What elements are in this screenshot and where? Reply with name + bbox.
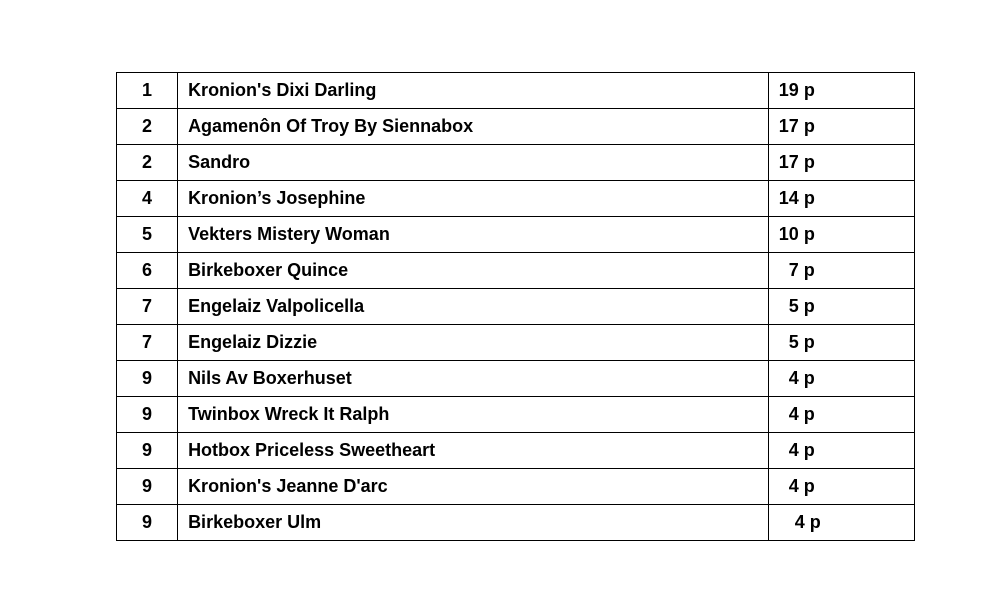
points-cell: 17 p [768,109,914,145]
dog-name-cell: Nils Av Boxerhuset [178,361,769,397]
table-row [117,145,915,181]
dog-name-cell: Twinbox Wreck It Ralph [178,397,769,433]
results-table [116,72,915,541]
rank-cell: 9 [117,433,178,469]
points-cell: 4 p [768,433,914,469]
points-cell: 7 p [768,253,914,289]
dog-name-cell: Engelaiz Valpolicella [178,289,769,325]
dog-name-cell: Birkeboxer Ulm [178,505,769,541]
dog-name-cell: Kronion’s Josephine [178,181,769,217]
points-cell: 4 p [768,469,914,505]
rank-cell: 7 [117,325,178,361]
rank-cell: 6 [117,253,178,289]
rank-cell: 2 [117,145,178,181]
table-row [117,217,915,253]
rank-cell: 4 [117,181,178,217]
rank-cell: 2 [117,109,178,145]
dog-name-cell: Sandro [178,145,769,181]
rank-cell: 9 [117,469,178,505]
points-cell: 5 p [768,289,914,325]
table-row [117,73,915,109]
table-row [117,361,915,397]
table-row [117,109,915,145]
points-cell: 17 p [768,145,914,181]
table-row [117,253,915,289]
rank-cell: 7 [117,289,178,325]
dog-name-cell: Hotbox Priceless Sweetheart [178,433,769,469]
points-cell: 14 p [768,181,914,217]
rank-cell: 1 [117,73,178,109]
table-row [117,433,915,469]
dog-name-cell: Kronion's Dixi Darling [178,73,769,109]
dog-name-cell: Birkeboxer Quince [178,253,769,289]
rank-cell: 9 [117,505,178,541]
dog-name-cell: Engelaiz Dizzie [178,325,769,361]
points-cell: 4 p [768,361,914,397]
table-row [117,397,915,433]
points-cell: 5 p [768,325,914,361]
dog-name-cell: Vekters Mistery Woman [178,217,769,253]
table-row [117,289,915,325]
dog-name-cell: Agamenôn Of Troy By Siennabox [178,109,769,145]
points-cell: 4 p [768,505,914,541]
table-row [117,469,915,505]
rank-cell: 9 [117,361,178,397]
points-cell: 19 p [768,73,914,109]
table-row [117,325,915,361]
rank-cell: 5 [117,217,178,253]
table-row [117,181,915,217]
dog-name-cell: Kronion's Jeanne D'arc [178,469,769,505]
points-cell: 10 p [768,217,914,253]
table-row [117,505,915,541]
points-cell: 4 p [768,397,914,433]
rank-cell: 9 [117,397,178,433]
